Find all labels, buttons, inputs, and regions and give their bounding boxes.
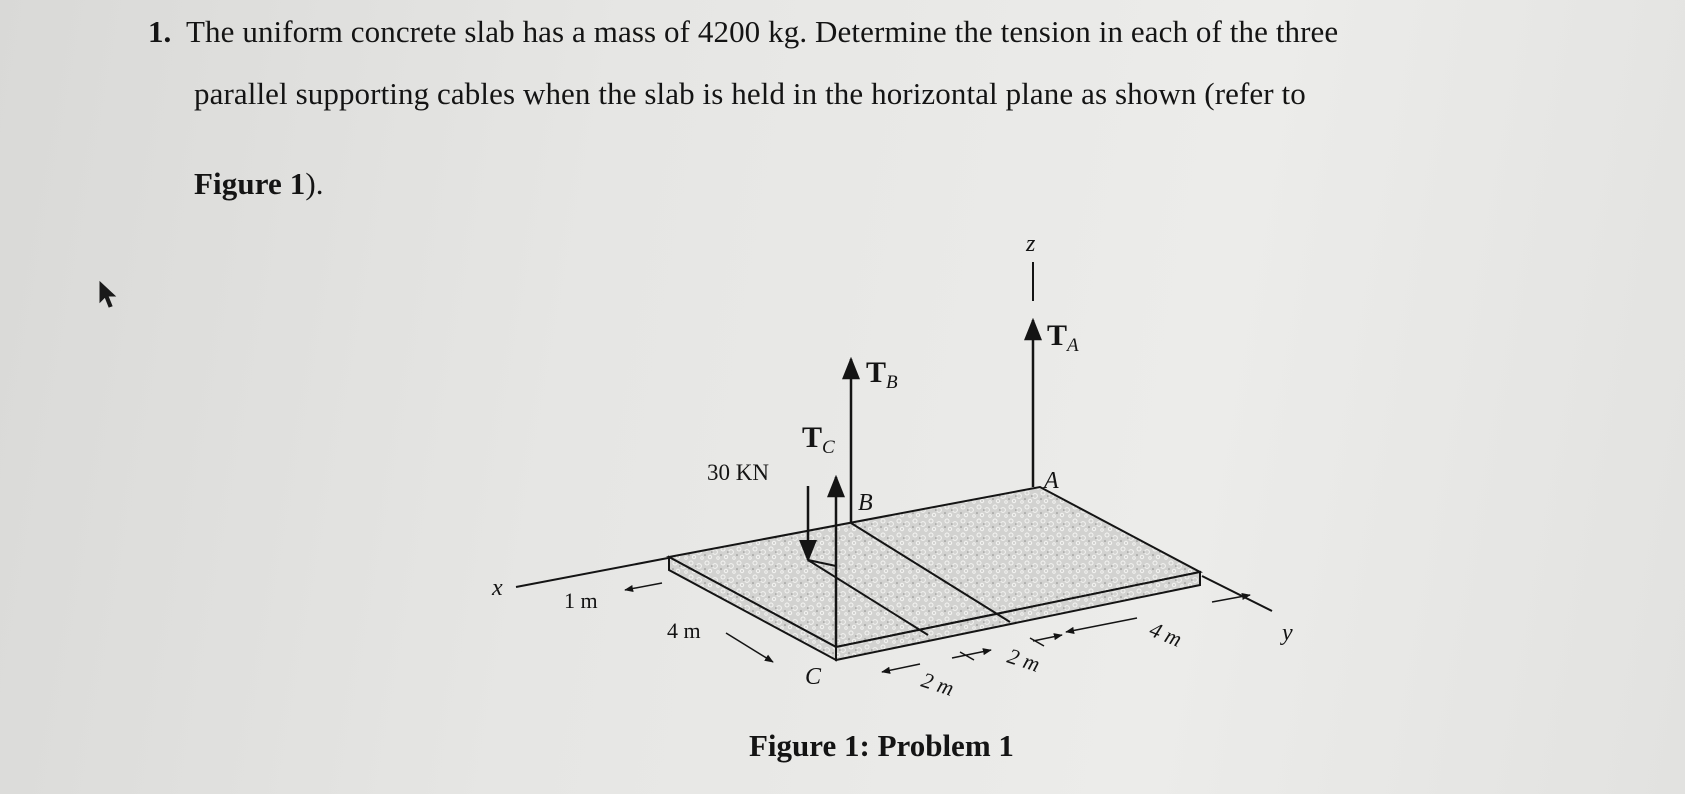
point-c-label: C [805, 664, 822, 690]
svg-text:2 m: 2 m [1004, 642, 1043, 677]
figure-reference: Figure 1 [194, 166, 306, 201]
problem-number: 1. [148, 14, 172, 49]
dimension-4m-left [667, 618, 773, 662]
tension-a-label: $T_A$ [1047, 319, 1079, 356]
dimension-2m-first [882, 650, 991, 701]
svg-text:4 m: 4 m [1146, 616, 1186, 652]
point-a-label: A [1044, 468, 1059, 494]
load-label: 30 KN [707, 460, 769, 485]
x-axis [516, 558, 668, 587]
figure-caption: Figure 1: Problem 1 [749, 728, 1014, 763]
dimension-1m [564, 583, 662, 613]
y-axis [1202, 576, 1272, 611]
svg-text:4 m: 4 m [667, 618, 701, 643]
svg-text:2 m: 2 m [918, 666, 957, 701]
x-axis-label: x [492, 575, 503, 601]
tension-c-label: $T_C$ [802, 421, 835, 458]
tension-b-label: $T_B$ [866, 356, 898, 393]
problem-text-line-1: The uniform concrete slab has a mass of 4200 kg. Determine the tension in each of the three [186, 14, 1339, 49]
z-axis-label: z [1026, 231, 1036, 257]
svg-text:1 m: 1 m [564, 588, 598, 613]
point-b-label: B [858, 490, 873, 516]
problem-text-line-2: parallel supporting cables when the slab is held in the horizontal plane as shown (refer to [194, 76, 1306, 111]
y-axis-label: y [1282, 620, 1293, 646]
figure-reference-tail: ). [305, 166, 324, 201]
dimension-2m-second [1004, 635, 1062, 677]
concrete-slab [669, 487, 1200, 660]
